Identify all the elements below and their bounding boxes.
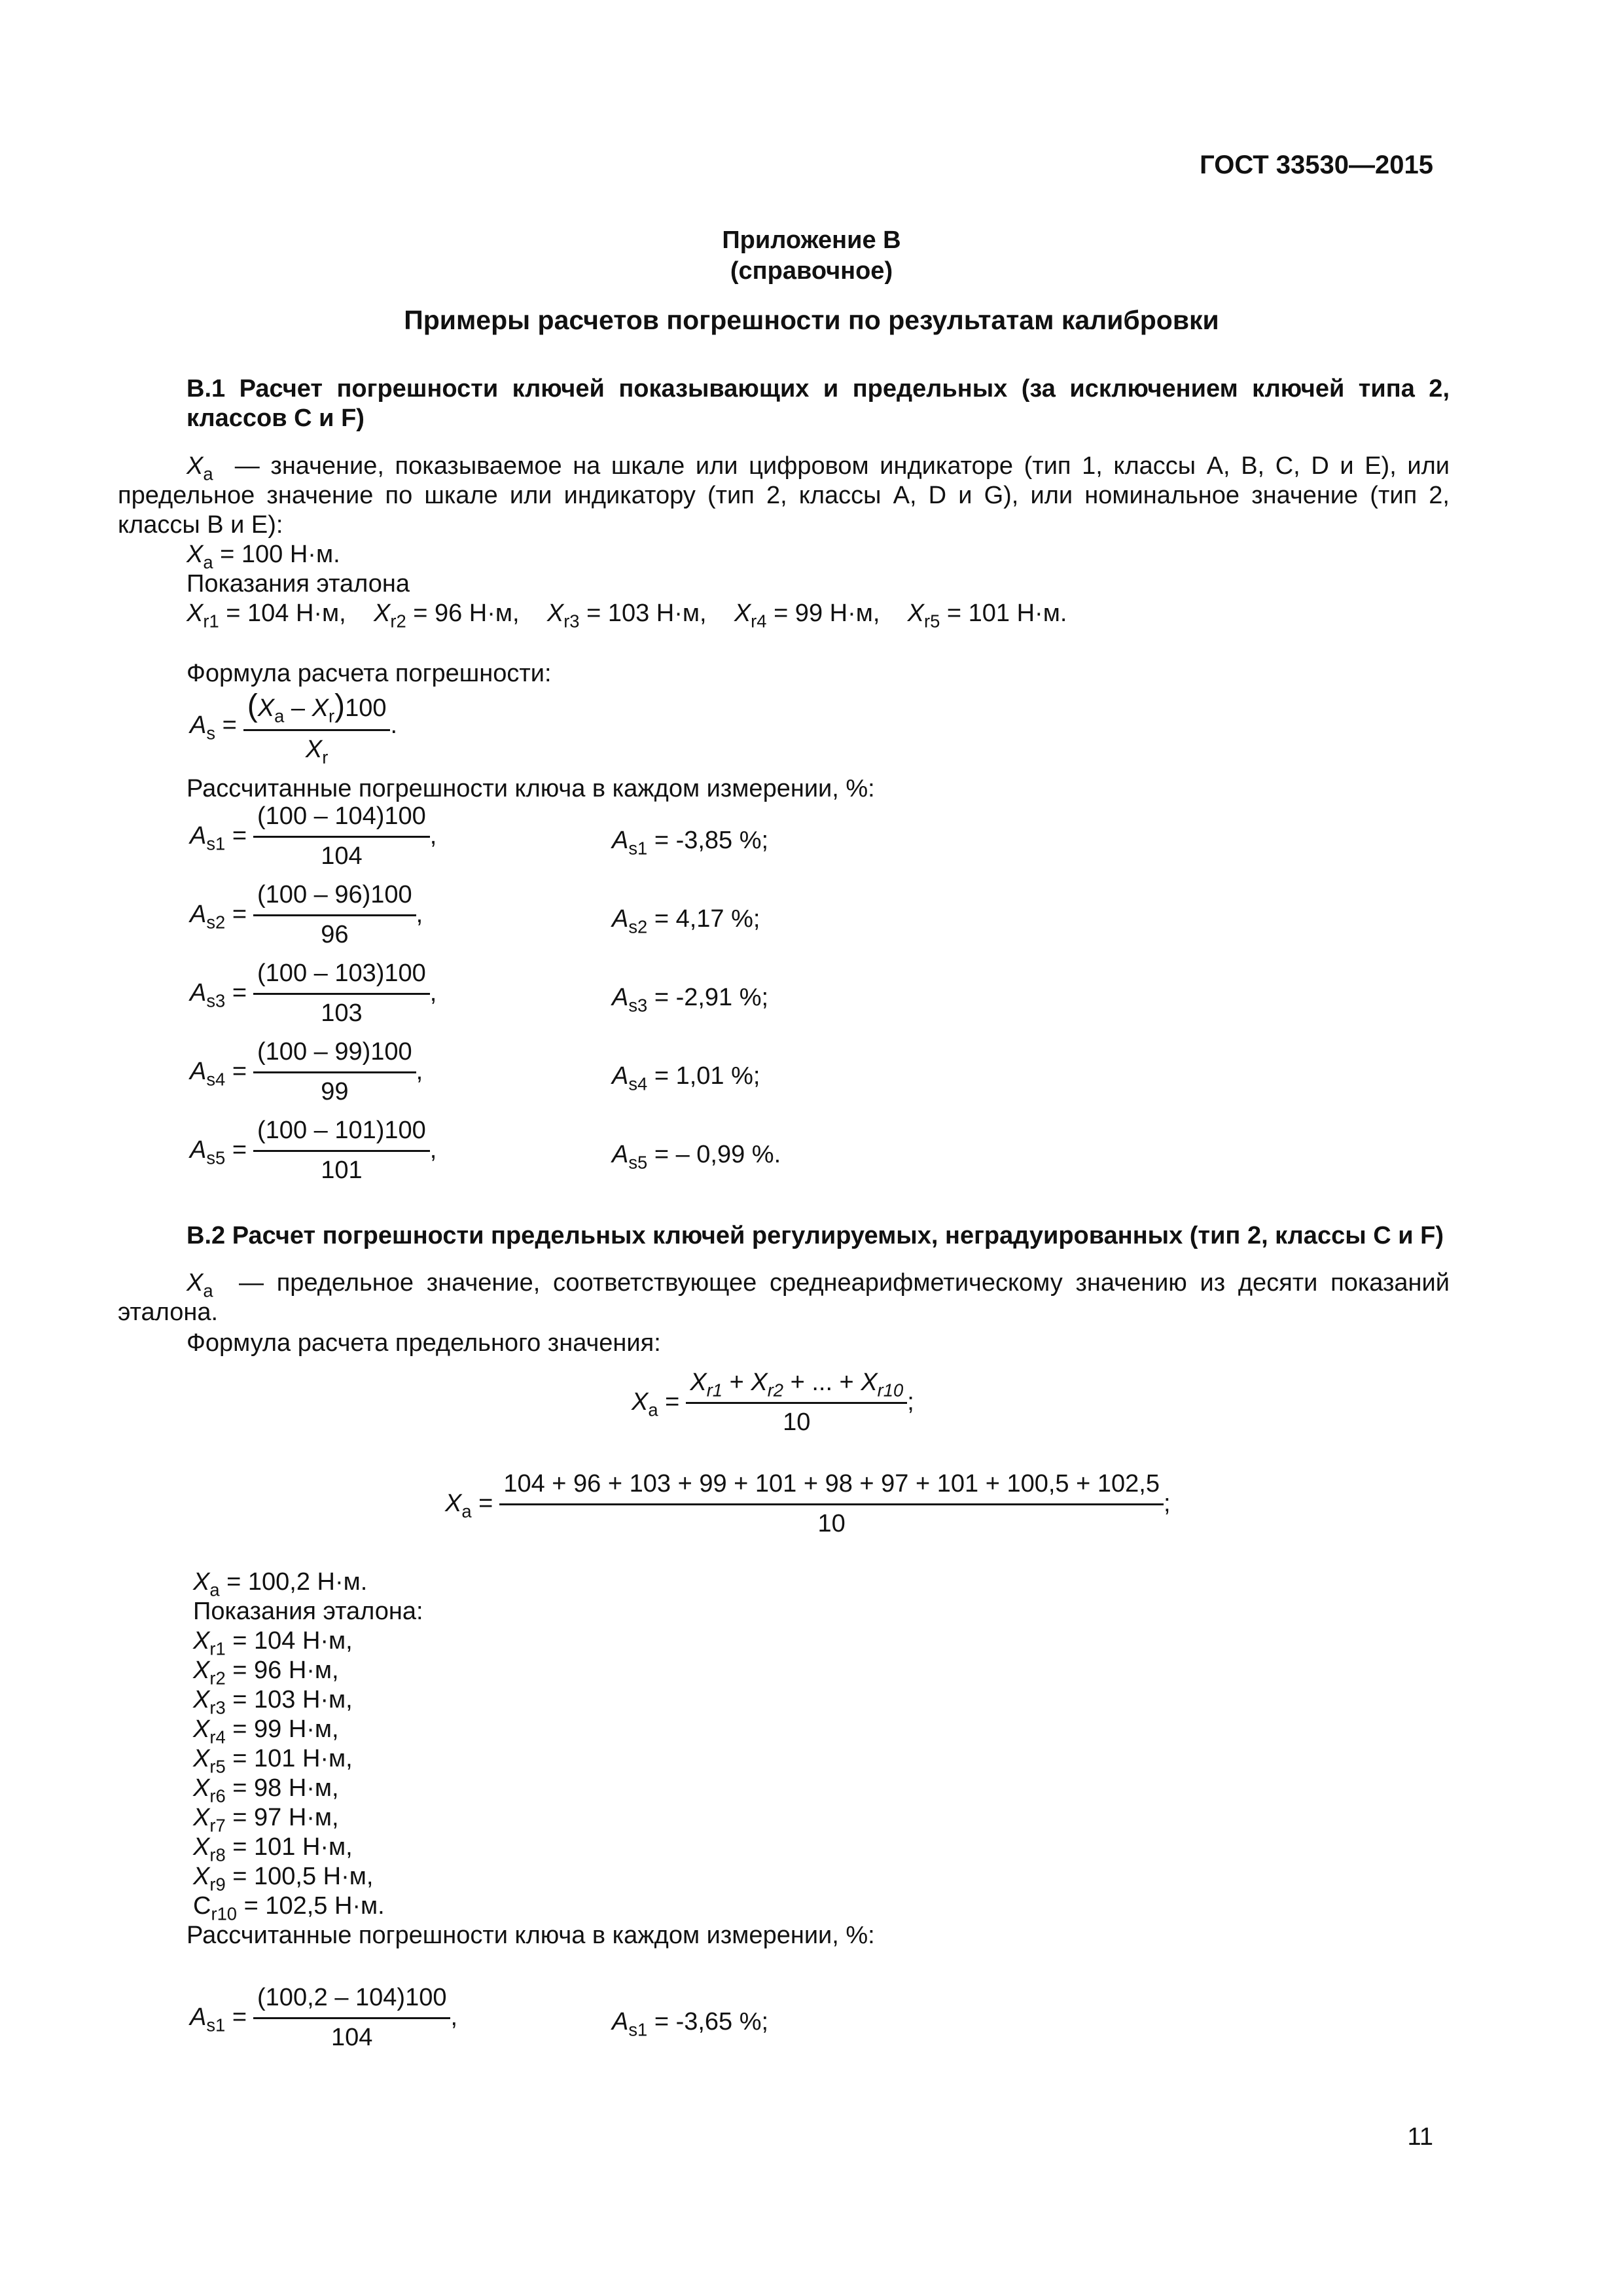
appendix-heading: Примеры расчетов погрешности по результатам калибровки [404, 305, 1219, 335]
b1-row-2: $A_{s2}$ = $\frac{(100 - 96)100}{96}$ , [190, 881, 423, 948]
b2-ref-9: $X_{r9} = 100,5$ Н·м, [193, 1863, 374, 1895]
b2-ref-8: $X_{r8} = 101$ Н·м, [193, 1833, 353, 1865]
b1-result-1: $A_{s1} = -3,85$ %; [612, 827, 769, 859]
b1-result-3: $A_{s3} = -2,91$ %; [612, 984, 769, 1016]
b2-ref-10: $C_{r10} = 102,5$ Н·м. [193, 1892, 385, 1924]
b1-calc-label: Рассчитанные погрешности ключа в каждом измерении, %: [187, 775, 875, 802]
document-id: ГОСТ 33530—2015 [1200, 151, 1433, 179]
b2-calc-label: Рассчитанные погрешности ключа в каждом измерении, %: [187, 1922, 875, 1949]
page-number: 11 [1407, 2123, 1433, 2151]
b2-result-1: $A_{s1} = -3,65$ %; [612, 2008, 769, 2040]
b1-xa-value: $X_a = 100$ Н·м. [187, 541, 340, 573]
b2-ref-7: $X_{r7} = 97$ Н·м, [193, 1804, 339, 1836]
b1-row-5: $A_{s5}$ = $\frac{(100 - 101)100}{101}$ , [190, 1117, 437, 1184]
section-b2-heading: В.2 Расчет погрешности предельных ключей регулируемых, неградуированных (тип 2, классы С и F) [187, 1222, 1444, 1249]
b2-ref-5: $X_{r5} = 101$ Н·м, [193, 1745, 353, 1777]
b1-row-3: $A_{s3}$ = $\frac{(100 - 103)100}{103}$ , [190, 960, 437, 1027]
b1-row-4: $A_{s4}$ = $\frac{(100 - 99)100}{99}$ , [190, 1038, 423, 1105]
b1-result-5: $A_{s5}$ = – 0,99 %. [612, 1141, 781, 1173]
b2-ref-4: $X_{r4} = 99$ Н·м, [193, 1715, 339, 1748]
b1-row-1: $A_{s1}$ = $\frac{(100 - 104)100}{104}$ , [190, 802, 437, 870]
b2-ref-3: $X_{r3} = 103$ Н·м, [193, 1686, 353, 1718]
b2-ref-6: $X_{r6} = 98$ Н·м, [193, 1774, 339, 1806]
b2-formula-label: Формула расчета предельного значения: [187, 1329, 661, 1357]
b1-result-4: $A_{s4} = 1,01$ %; [612, 1062, 760, 1094]
b2-row-1: $A_{s1}$ = $\frac{(100,2 - 104)100}{104}$ , [190, 1984, 458, 2051]
b2-formula-numeric: $X_a$ = $\frac{104 + 96 + 103 + 99 + 101 + 98 + 97 + 101 + 100,5 + 102,5}{10}$ ; [445, 1470, 1171, 1537]
b2-ref-label: Показания эталона: [193, 1598, 423, 1625]
b1-ref-label: Показания эталона [187, 570, 410, 598]
appendix-title: Приложение В [722, 226, 901, 254]
section-b1-heading: В.1 Расчет погрешности ключей показывающих и предельных (за исключением ключей типа 2, классов С и F) [187, 375, 1450, 432]
b1-formula: $A_s$ = $\frac{(X_a - X_r)100}{X_r}$ . [190, 689, 398, 768]
b2-ref-2: $X_{r2} = 96$ Н·м, [193, 1657, 339, 1689]
b2-formula-general: $X_a$ = $\frac{X_{r1} + X_{r2} + ... + X_{r10}}{10}$ ; [632, 1369, 914, 1436]
b2-xa-value: $X_a = 100,2$ Н·м. [193, 1568, 368, 1600]
b1-result-2: $A_{s2} = 4,17$ %; [612, 905, 760, 937]
appendix-subtitle: (справочное) [730, 257, 893, 285]
b1-xa-description: $X_a$ — значение, показываемое на шкале или цифровом индикаторе (тип 1, классы А, В, С, D и Е), или предельное значение по шкале или индикатору (тип 2, классы А, D и G), или номинальное значение (тип 2, классы В и Е): [118, 452, 1450, 539]
b1-ref-values: $X_{r1} = 104$ Н·м, $X_{r2} = 96$ Н·м, $X_{r3} = 103$ Н·м, $X_{r4} = 99$ Н·м, $X_{r5} = 101$ Н·м. [187, 600, 1067, 632]
b2-ref-1: $X_{r1} = 104$ Н·м, [193, 1627, 353, 1659]
b2-xa-description: $X_a$ — предельное значение, соответствующее среднеарифметическому значению из десяти показаний эталона. [118, 1269, 1450, 1326]
b1-formula-label: Формула расчета погрешности: [187, 660, 552, 687]
